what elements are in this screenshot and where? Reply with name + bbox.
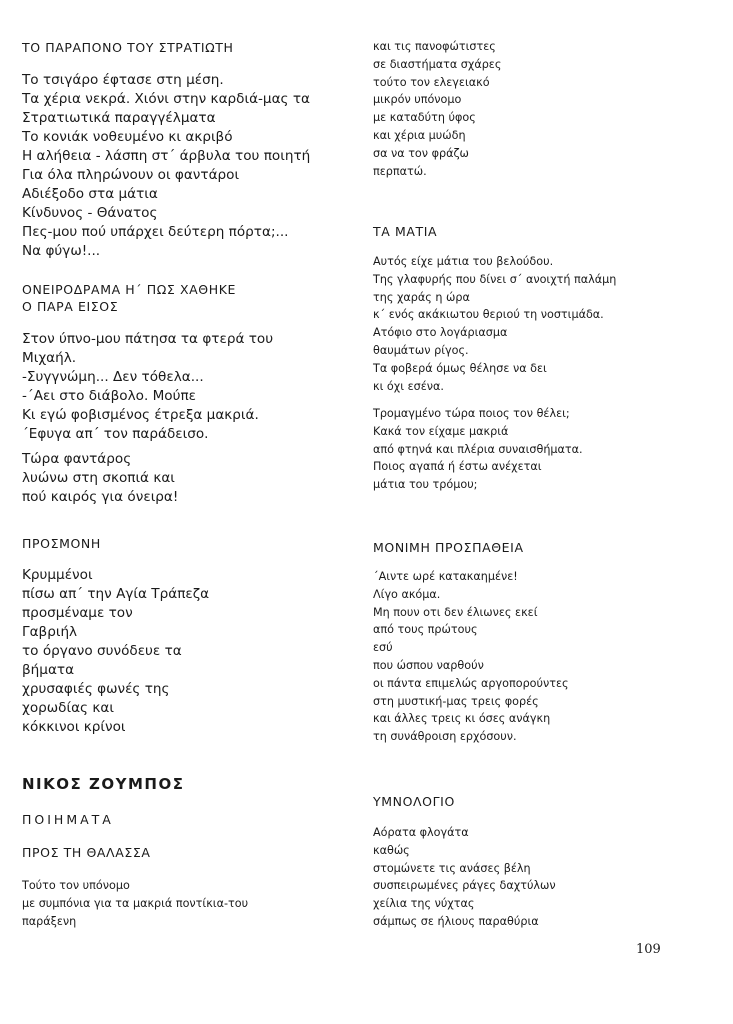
poem-line: συσπειρωμένες ράγες δαχτύλων bbox=[373, 879, 556, 893]
poem-line: από φτηνά και πλέρια συναισθήματα. bbox=[373, 442, 583, 456]
poem-line: σα να τον φράζω bbox=[373, 146, 469, 160]
poem-line: κ΄ ενός ακάκιωτου θεριού τη νοστιμάδα. bbox=[373, 308, 604, 322]
poem-line: καθώς bbox=[373, 843, 410, 857]
poem-line: βήματα bbox=[22, 662, 75, 678]
poem-line: λυώνω στη σκοπιά και bbox=[22, 470, 175, 486]
poem-line: Τα χέρια νεκρά. Χιόνι στην καρδιά-μας τα bbox=[22, 91, 310, 107]
poem-line: Μιχαήλ. bbox=[22, 350, 77, 366]
poem-line: Αυτός είχε μάτια του βελούδου. bbox=[373, 255, 554, 268]
poem-line: κι όχι εσένα. bbox=[373, 379, 444, 393]
poem-title: ΠΡΟΣΜΟΝΗ bbox=[22, 536, 101, 551]
poem-line: και χέρια μυώδη bbox=[373, 128, 466, 142]
poem-line: προσμέναμε τον bbox=[22, 605, 133, 621]
poem-line: Τα φοβερά όμως θέλησε να δει bbox=[373, 361, 547, 375]
poem-line: Ποιος αγαπά ή έστω ανέχεται bbox=[373, 460, 542, 474]
poem-continuation bbox=[373, 38, 713, 180]
poem-line: από τους πρώτους bbox=[373, 623, 478, 637]
poem-line: Γαβριήλ bbox=[22, 624, 78, 640]
poem-title: ΥΜΝΟΛΟΓΙΟ bbox=[373, 794, 455, 809]
poem-line: Η αλήθεια - λάσπη στ΄ άρβυλα του ποιητή bbox=[22, 148, 311, 164]
poem-line: στομώνετε τις ανάσες βέλη bbox=[373, 861, 531, 875]
poem-line: παράξενη bbox=[22, 914, 77, 928]
poem-line: τη συνάθροιση ερχόσουν. bbox=[373, 730, 517, 744]
poem-line: Για όλα πληρώνουν οι φαντάροι bbox=[22, 167, 240, 183]
poem-line: περπατώ. bbox=[373, 164, 427, 178]
poem-line: χρυσαφιές φωνές της bbox=[22, 681, 170, 697]
poem-line: Μη πουν οτι δεν έλιωνες εκεί bbox=[373, 605, 538, 619]
poem-line: οι πάντα επιμελώς αργοπορούντες bbox=[373, 676, 569, 690]
poem-title: ΜΟΝΙΜΗ ΠΡΟΣΠΑΘΕΙΑ bbox=[373, 540, 524, 555]
poem-line: μάτια του τρόμου; bbox=[373, 478, 478, 492]
poem-line: και άλλες τρεις κι όσες ανάγκη bbox=[373, 712, 551, 726]
poem-stanza bbox=[373, 253, 713, 395]
poem-body bbox=[22, 566, 352, 737]
poem-line: που ώσπου ναρθούν bbox=[373, 658, 484, 672]
poem-line: ΄Εφυγα απ΄ τον παράδεισο. bbox=[22, 426, 209, 442]
poem-line: Πες-μου πού υπάρχει δεύτερη πόρτα;... bbox=[22, 224, 289, 240]
poem-line: με καταδύτη ύφος bbox=[373, 111, 476, 125]
poem-line: Κι εγώ φοβισμένος έτρεξα μακριά. bbox=[22, 407, 259, 423]
poem-line: Το τσιγάρο έφτασε στη μέση. bbox=[22, 72, 224, 88]
poem-title: ΟΝΕΙΡΟΔΡΑΜΑ Η΄ ΠΩΣ ΧΑΘΗΚΕ bbox=[22, 282, 236, 297]
poem-body bbox=[22, 877, 352, 930]
poem-line: Αδιέξοδο στα μάτια bbox=[22, 186, 158, 202]
poem-line: χορωδίας και bbox=[22, 700, 114, 716]
poem-title: ΠΡΟΣ ΤΗ ΘΑΛΑΣΣΑ bbox=[22, 845, 151, 860]
poem-line: Στρατιωτικά παραγγέλματα bbox=[22, 110, 216, 126]
poem-line: Να φύγω!... bbox=[22, 243, 101, 259]
poem-stanza bbox=[22, 330, 352, 444]
poem-line: της χαράς η ώρα bbox=[373, 290, 470, 304]
poem-line: και τις πανοφώτιστες bbox=[373, 40, 496, 53]
poem-stanza bbox=[22, 450, 352, 507]
page-number: 109 bbox=[636, 942, 661, 957]
poem-line: Στον ύπνο-μου πάτησα τα φτερά του bbox=[22, 331, 274, 347]
poem-line: με συμπόνια για τα μακριά ποντίκια-του bbox=[22, 896, 249, 910]
poem-line: πού καιρός για όνειρα! bbox=[22, 489, 179, 505]
poem-body bbox=[373, 824, 713, 931]
poem-line: Τώρα φαντάρος bbox=[22, 451, 132, 467]
author-name: ΝΙΚΟΣ ΖΟΥΜΠΟΣ bbox=[22, 775, 185, 793]
poem-line: πίσω απ΄ την Αγία Τράπεζα bbox=[22, 586, 210, 602]
poem-line: Τούτο τον υπόνομο bbox=[22, 879, 130, 892]
poem-title: Ο ΠΑΡΑ ΕΙΣΟΣ bbox=[22, 299, 119, 314]
poem-line: θαυμάτων ρίγος. bbox=[373, 343, 469, 357]
poem-line: ΄Αιντε ωρέ κατακαημένε! bbox=[373, 570, 518, 583]
poem-line: τούτο τον ελεγειακό bbox=[373, 75, 490, 89]
poem-line: Ατόφιο στο λογάριασμα bbox=[373, 326, 508, 340]
poem-line: -΄Αει στο διάβολο. Μούπε bbox=[22, 388, 197, 404]
poem-line: Κακά τον είχαμε μακριά bbox=[373, 424, 509, 438]
section-title: ΠΟΙΗΜΑΤΑ bbox=[22, 812, 114, 827]
poem-line: Αόρατα φλογάτα bbox=[373, 826, 469, 839]
poem-line: Της γλαφυρής που δίνει σ΄ ανοιχτή παλάμη bbox=[373, 272, 617, 286]
poem-line: κόκκινοι κρίνοι bbox=[22, 719, 126, 735]
poem-line: Τρομαγμένο τώρα ποιος τον θέλει; bbox=[373, 407, 570, 420]
poem-line: Το κονιάκ νοθευμένο κι ακριβό bbox=[22, 129, 233, 145]
poem-line: στη μυστική-μας τρεις φορές bbox=[373, 694, 539, 708]
poem-body bbox=[22, 71, 352, 261]
poem-line: Κρυμμένοι bbox=[22, 567, 93, 583]
poem-line: μικρόν υπόνομο bbox=[373, 93, 462, 107]
poem-line: εσύ bbox=[373, 641, 393, 655]
poem-stanza bbox=[373, 405, 713, 494]
poem-title: ΤΟ ΠΑΡΑΠΟΝΟ ΤΟΥ ΣΤΡΑΤΙΩΤΗ bbox=[22, 40, 234, 55]
poem-line: το όργανο συνόδευε τα bbox=[22, 643, 182, 659]
poem-line: Κίνδυνος - Θάνατος bbox=[22, 205, 158, 221]
poem-line: σάμπως σε ήλιους παραθύρια bbox=[373, 914, 539, 928]
poem-title: ΤΑ ΜΑΤΙΑ bbox=[373, 224, 438, 239]
poem-line: σε διαστήματα σχάρες bbox=[373, 57, 502, 71]
poem-line: χείλια της νύχτας bbox=[373, 897, 475, 911]
poem-line: Λίγο ακόμα. bbox=[373, 587, 441, 601]
poem-body bbox=[373, 568, 713, 746]
poem-line: -Συγγνώμη... Δεν τόθελα... bbox=[22, 369, 204, 385]
